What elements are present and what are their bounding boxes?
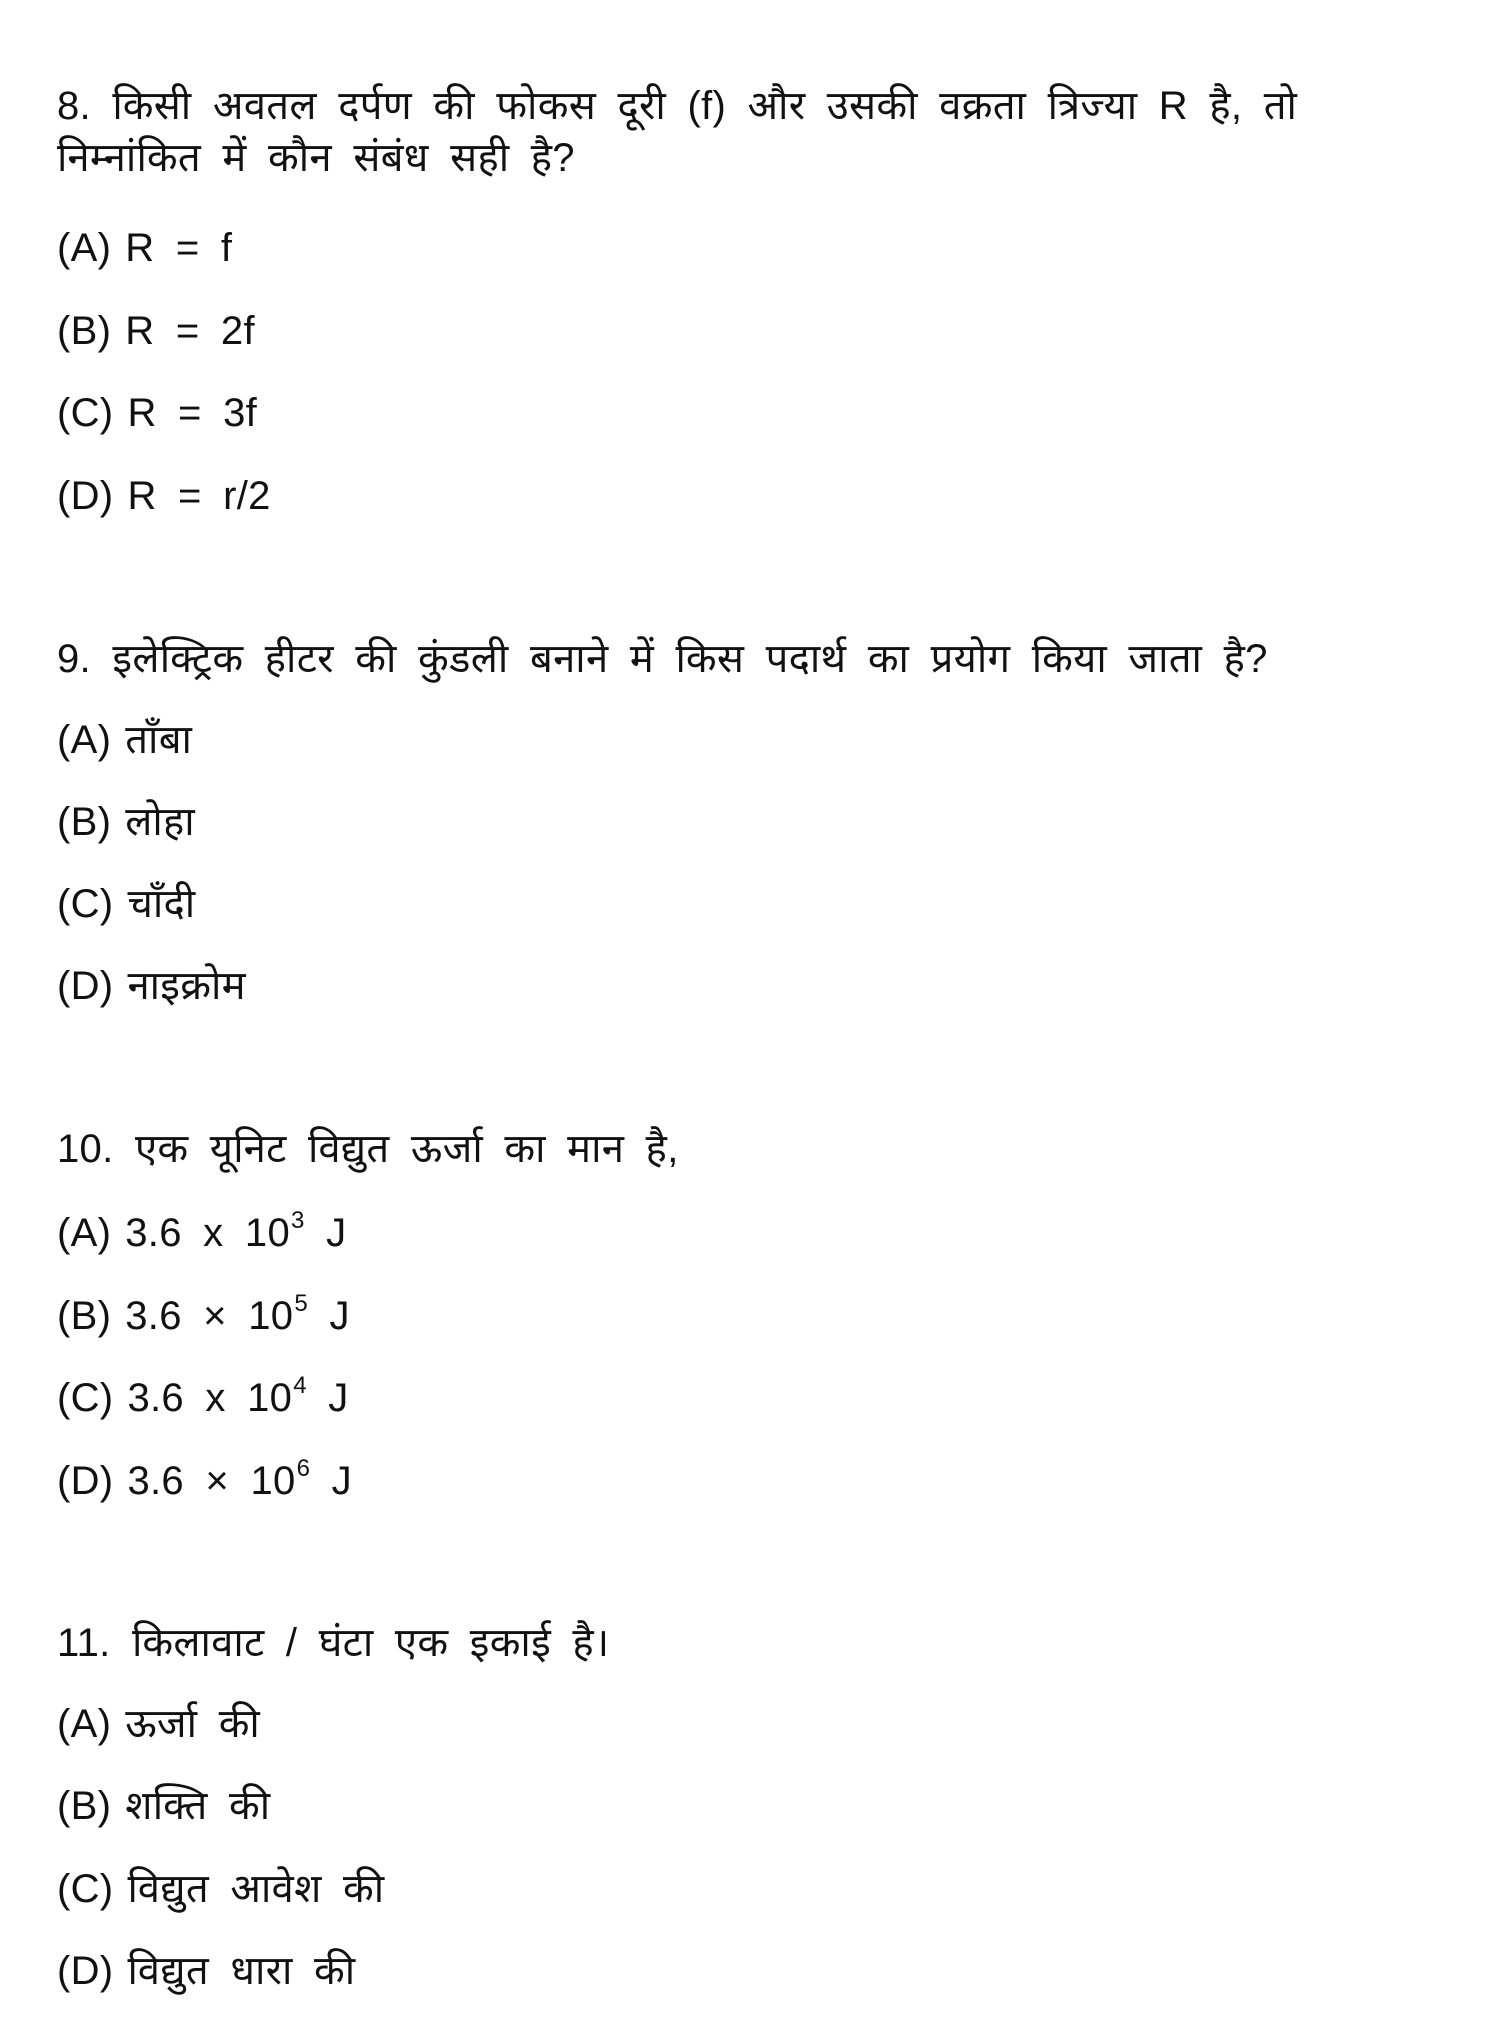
- unit: J: [328, 1376, 349, 1420]
- q8-option-d: [57, 472, 271, 520]
- option-label: (C): [57, 391, 114, 435]
- q9-option-b: [57, 798, 195, 846]
- option-label: (C): [57, 1867, 114, 1911]
- option-text: शक्ति की: [125, 1784, 271, 1828]
- option-label: (D): [57, 964, 114, 1008]
- power-base: 10: [250, 1459, 296, 1503]
- question-number: 8.: [57, 84, 91, 128]
- exponent: 6: [296, 1455, 311, 1482]
- times-sign: x: [203, 1211, 224, 1255]
- unit: J: [326, 1211, 347, 1255]
- option-text: R = r/2: [127, 474, 271, 518]
- q11-option-d: [57, 1947, 355, 1995]
- option-text: R = 2f: [125, 309, 255, 353]
- option-label: (B): [57, 309, 112, 353]
- option-mantissa: 3.6: [127, 1376, 184, 1420]
- option-label: (B): [57, 800, 112, 844]
- option-text: विद्युत धारा की: [127, 1949, 356, 1993]
- option-label: (B): [57, 1784, 112, 1828]
- option-label: (D): [57, 1459, 114, 1503]
- exponent: 3: [291, 1207, 305, 1234]
- option-label: (D): [57, 1949, 114, 1993]
- q10-option-d: [57, 1457, 352, 1505]
- question-11-text: [57, 1619, 609, 1667]
- option-label: (A): [57, 1702, 112, 1746]
- q11-option-c: [57, 1865, 384, 1913]
- option-text: ऊर्जा की: [125, 1702, 261, 1746]
- times-sign: ×: [205, 1459, 230, 1503]
- q11-option-b: [57, 1782, 270, 1830]
- option-label: (A): [57, 718, 112, 762]
- times-sign: x: [205, 1376, 226, 1420]
- option-text: नाइक्रोम: [127, 964, 246, 1008]
- option-mantissa: 3.6: [127, 1459, 184, 1503]
- question-number: 11.: [57, 1621, 111, 1665]
- option-label: (D): [57, 474, 114, 518]
- q8-option-a: [57, 224, 232, 272]
- question-number: 10.: [57, 1127, 114, 1171]
- question-9-text: [57, 635, 1268, 683]
- option-text: R = 3f: [127, 391, 258, 435]
- power-base: 10: [248, 1294, 294, 1338]
- q9-option-c: [57, 880, 195, 928]
- unit: J: [329, 1294, 350, 1338]
- power-base: 10: [244, 1211, 290, 1255]
- q10-option-a: [57, 1209, 346, 1257]
- option-text: लोहा: [125, 800, 195, 844]
- option-label: (B): [57, 1294, 112, 1338]
- unit: J: [331, 1459, 352, 1503]
- option-mantissa: 3.6: [125, 1211, 182, 1255]
- q9-option-a: [57, 716, 192, 764]
- q9-option-d: [57, 962, 246, 1010]
- exponent: 4: [293, 1372, 307, 1399]
- power-base: 10: [247, 1376, 293, 1420]
- option-mantissa: 3.6: [125, 1294, 182, 1338]
- option-label: (A): [57, 226, 112, 270]
- question-text: निम्नांकित में कौन संबंध सही है?: [57, 136, 575, 180]
- q8-option-c: [57, 389, 257, 437]
- option-label: (C): [57, 882, 114, 926]
- option-label: (A): [57, 1211, 112, 1255]
- question-number: 9.: [57, 637, 91, 681]
- question-text: किसी अवतल दर्पण की फोकस दूरी (f) और उसकी वक्रता त्रिज्या R है, तो: [112, 84, 1298, 128]
- option-label: (C): [57, 1376, 114, 1420]
- option-text: R = f: [125, 226, 233, 270]
- q11-option-a: [57, 1700, 260, 1748]
- exponent: 5: [294, 1290, 309, 1317]
- question-text: इलेक्ट्रिक हीटर की कुंडली बनाने में किस पदार्थ का प्रयोग किया जाता है?: [112, 637, 1268, 681]
- question-8-text-line2: [57, 134, 575, 182]
- option-text: ताँबा: [125, 718, 193, 762]
- question-text: एक यूनिट विद्युत ऊर्जा का मान है,: [134, 1127, 679, 1171]
- question-text: किलावाट / घंटा एक इकाई है।: [131, 1621, 610, 1665]
- question-8-text-line1: [57, 82, 1297, 130]
- q10-option-b: [57, 1292, 350, 1340]
- times-sign: ×: [203, 1294, 227, 1338]
- option-text: चाँदी: [127, 882, 196, 926]
- option-text: विद्युत आवेश की: [127, 1867, 385, 1911]
- q8-option-b: [57, 307, 255, 355]
- question-10-text: [57, 1125, 679, 1173]
- q10-option-c: [57, 1374, 349, 1422]
